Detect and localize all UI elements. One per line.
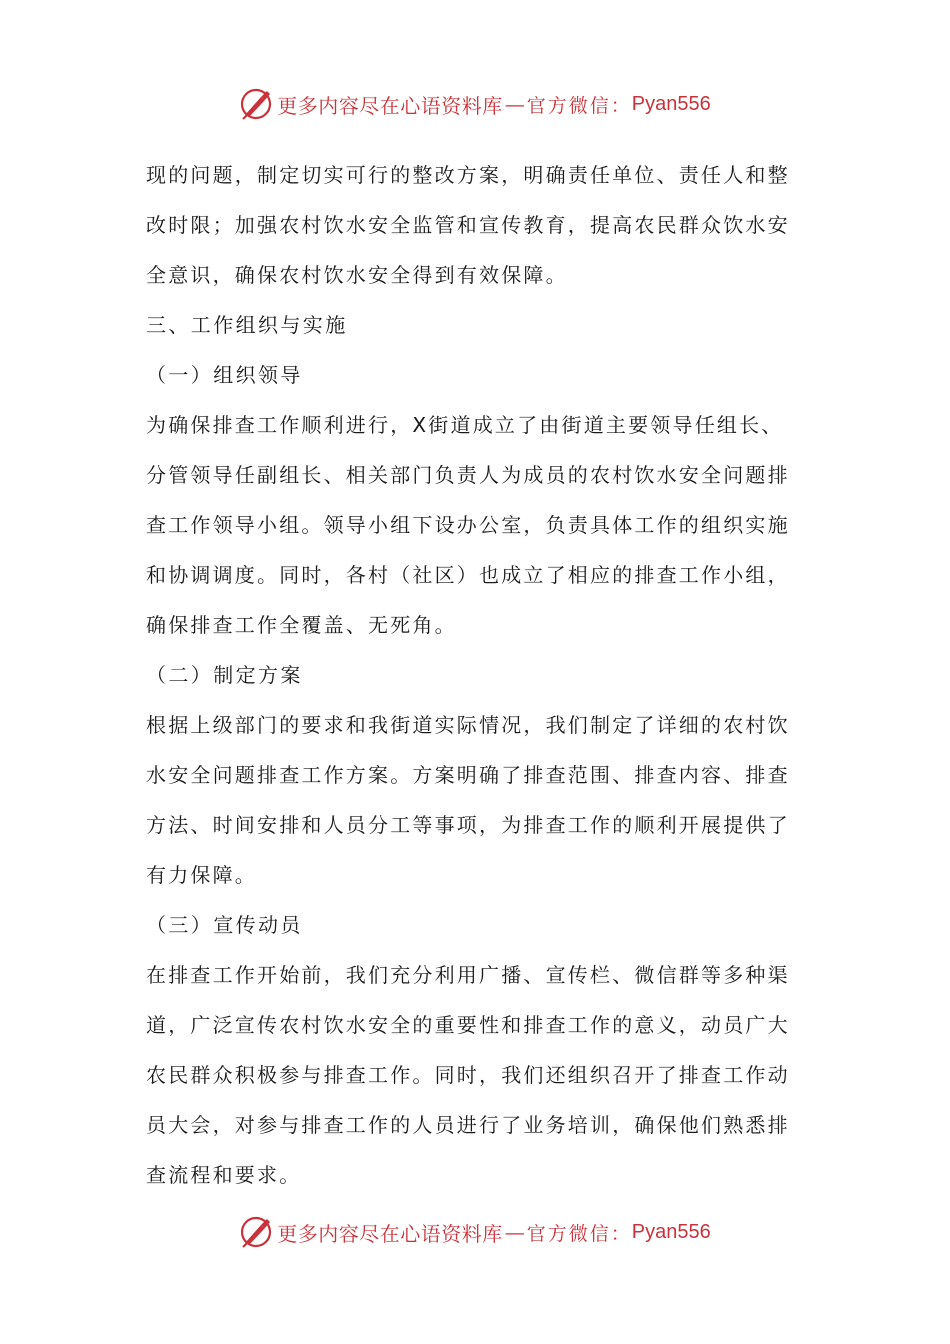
- watermark-label: 官方微信：: [526, 1222, 632, 1245]
- watermark-separator: —: [504, 92, 525, 116]
- watermark-wechat-id: Pyan556: [631, 1220, 711, 1243]
- watermark-separator: —: [504, 1220, 525, 1244]
- text-line: 和协调调度。同时，各村（社区）也成立了相应的排查工作小组，: [146, 563, 790, 587]
- section-heading: 三、工作组织与实施: [146, 313, 348, 337]
- subsection-heading: （二）制定方案: [146, 663, 303, 687]
- watermark-label: 官方微信：: [526, 94, 632, 117]
- text-line: 方法、时间安排和人员分工等事项，为排查工作的顺利开展提供了: [146, 813, 790, 837]
- text-line: 根据上级部门的要求和我街道实际情况，我们制定了详细的农村饮: [146, 713, 790, 737]
- text-line: 全意识，确保农村饮水安全得到有效保障。: [146, 263, 568, 287]
- text-line: 农民群众积极参与排查工作。同时，我们还组织召开了排查工作动: [146, 1063, 790, 1087]
- watermark-wechat-id: Pyan556: [631, 92, 711, 115]
- text-line: 查工作领导小组。领导小组下设办公室，负责具体工作的组织实施: [146, 513, 790, 537]
- document-body: [146, 150, 806, 1200]
- pen-logo-icon: [239, 87, 273, 121]
- text-line: 现的问题，制定切实可行的整改方案，明确责任单位、责任人和整: [146, 163, 790, 187]
- text-line: 为确保排查工作顺利进行，X街道成立了由街道主要领导任组长、: [146, 413, 784, 437]
- text-line: 确保排查工作全覆盖、无死角。: [146, 613, 457, 637]
- subsection-heading: （一）组织领导: [146, 363, 303, 387]
- footer-watermark: [0, 1212, 950, 1252]
- text-line: 分管领导任副组长、相关部门负责人为成员的农村饮水安全问题排: [146, 463, 790, 487]
- text-line: 改时限；加强农村饮水安全监管和宣传教育，提高农民群众饮水安: [146, 213, 790, 237]
- header-watermark: [0, 84, 950, 124]
- pen-logo-icon: [239, 1215, 273, 1249]
- text-line: 有力保障。: [146, 863, 257, 887]
- text-line: 道，广泛宣传农村饮水安全的重要性和排查工作的意义，动员广大: [146, 1013, 790, 1037]
- text-line: 员大会，对参与排查工作的人员进行了业务培训，确保他们熟悉排: [146, 1113, 790, 1137]
- watermark-main-text: 更多内容尽在心语资料库: [277, 93, 503, 118]
- subsection-heading: （三）宣传动员: [146, 913, 303, 937]
- text-line: 在排查工作开始前，我们充分利用广播、宣传栏、微信群等多种渠: [146, 963, 790, 987]
- text-line: 查流程和要求。: [146, 1163, 302, 1187]
- watermark-main-text: 更多内容尽在心语资料库: [277, 1221, 503, 1246]
- text-line: 水安全问题排查工作方案。方案明确了排查范围、排查内容、排查: [146, 763, 790, 787]
